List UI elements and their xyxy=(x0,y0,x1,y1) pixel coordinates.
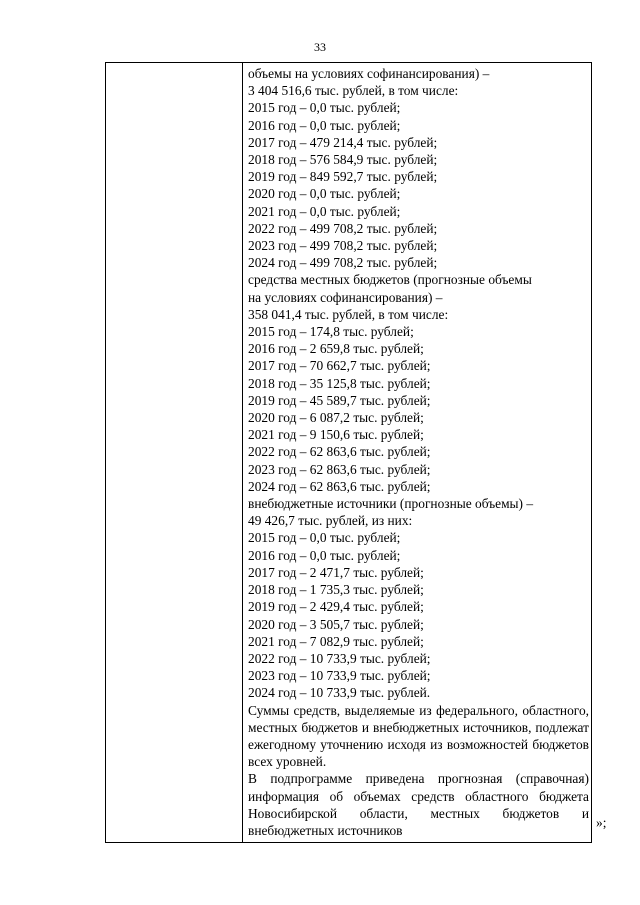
text-line: 2023 год – 499 708,2 тыс. рублей; xyxy=(248,238,438,254)
text-line: 2022 год – 10 733,9 тыс. рублей; xyxy=(248,650,431,666)
text-line: 49 426,7 тыс. рублей, из них: xyxy=(248,513,413,529)
text-line: 2023 год – 62 863,6 тыс. рублей; xyxy=(248,461,431,477)
text-line: 2022 год – 499 708,2 тыс. рублей; xyxy=(248,220,438,236)
text-line: 2024 год – 10 733,9 тыс. рублей. xyxy=(248,685,431,701)
text-line: 2017 год – 2 471,7 тыс. рублей; xyxy=(248,564,424,580)
column-divider xyxy=(242,63,243,842)
text-line: 2015 год – 0,0 тыс. рублей; xyxy=(248,100,401,116)
text-line: 2015 год – 0,0 тыс. рублей; xyxy=(248,530,401,546)
funding-details-cell xyxy=(248,65,589,839)
text-line: на условиях софинансирования) – xyxy=(248,289,443,305)
text-line: средства местных бюджетов (прогнозные объемы xyxy=(248,272,532,288)
text-line: внебюджетные источники (прогнозные объемы) – xyxy=(248,496,534,512)
text-line: 2020 год – 6 087,2 тыс. рублей; xyxy=(248,410,424,426)
text-line: 2016 год – 0,0 тыс. рублей; xyxy=(248,547,401,563)
text-line: 2019 год – 45 589,7 тыс. рублей; xyxy=(248,392,431,408)
text-line: 2018 год – 576 584,9 тыс. рублей; xyxy=(248,152,438,168)
text-line: 2018 год – 35 125,8 тыс. рублей; xyxy=(248,375,431,391)
closing-quote-mark: »; xyxy=(596,815,607,830)
text-line: 2021 год – 9 150,6 тыс. рублей; xyxy=(248,427,424,443)
text-line: 2019 год – 2 429,4 тыс. рублей; xyxy=(248,599,424,615)
text-line: 3 404 516,6 тыс. рублей, в том числе: xyxy=(248,83,459,99)
text-line: 2022 год – 62 863,6 тыс. рублей; xyxy=(248,444,431,460)
text-line: 2024 год – 499 708,2 тыс. рублей; xyxy=(248,255,438,271)
text-line: 2017 год – 70 662,7 тыс. рублей; xyxy=(248,358,431,374)
text-line: 2016 год – 2 659,8 тыс. рублей; xyxy=(248,341,424,357)
text-line: 2017 год – 479 214,4 тыс. рублей; xyxy=(248,134,438,150)
text-line: 2015 год – 174,8 тыс. рублей; xyxy=(248,324,414,340)
note-paragraph-annual-adjustment: Суммы средств, выделяемые из федерального, областного, местных бюджетов и внебюджетных источников, подлежат ежегодному уточнению исходя из возможностей бюджетов всех уровней. xyxy=(248,702,589,770)
text-line: 2020 год – 0,0 тыс. рублей; xyxy=(248,186,401,202)
text-line: 2016 год – 0,0 тыс. рублей; xyxy=(248,117,401,133)
text-line: 2024 год – 62 863,6 тыс. рублей; xyxy=(248,478,431,494)
text-line: 2023 год – 10 733,9 тыс. рублей; xyxy=(248,668,431,684)
text-line: объемы на условиях софинансирования) – xyxy=(248,66,490,81)
text-line: 2019 год – 849 592,7 тыс. рублей; xyxy=(248,169,438,185)
funding-table xyxy=(105,62,592,843)
note-paragraph-reference-info: В подпрограмме приведена прогнозная (справочная) информация об объемах средств областного бюджета Новосибирской области, местных бюджетов и внебюджетных источников xyxy=(248,771,589,838)
text-line: 358 041,4 тыс. рублей, в том числе: xyxy=(248,306,449,322)
text-line: 2021 год – 0,0 тыс. рублей; xyxy=(248,203,401,219)
text-line: 2020 год – 3 505,7 тыс. рублей; xyxy=(248,616,424,632)
text-line: 2021 год – 7 082,9 тыс. рублей; xyxy=(248,633,424,649)
page-number: 33 xyxy=(314,40,326,54)
text-line: 2018 год – 1 735,3 тыс. рублей; xyxy=(248,582,424,598)
